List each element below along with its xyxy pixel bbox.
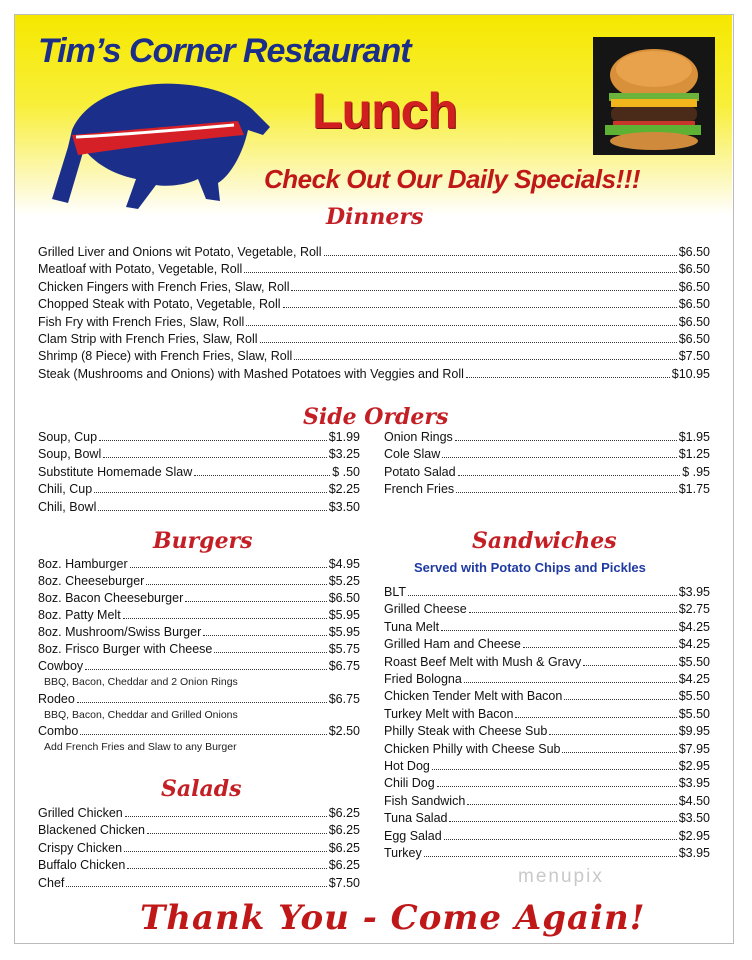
menu-item-price: $5.95 bbox=[328, 625, 360, 639]
menu-item bbox=[38, 465, 360, 482]
menu-item-price: $6.75 bbox=[328, 692, 360, 706]
dot-leader bbox=[246, 325, 676, 326]
dot-leader bbox=[103, 457, 326, 458]
menu-item-price: $3.95 bbox=[678, 585, 710, 599]
dot-leader bbox=[564, 699, 676, 700]
menu-item bbox=[384, 672, 710, 689]
menu-item bbox=[38, 591, 360, 608]
menu-item-name: Egg Salad bbox=[384, 828, 442, 843]
menu-item-name: 8oz. Mushroom/Swiss Burger bbox=[38, 625, 202, 639]
menu-item bbox=[38, 349, 710, 366]
menu-item bbox=[38, 297, 710, 314]
menu-item-price: $5.75 bbox=[328, 642, 360, 656]
menu-item bbox=[38, 625, 360, 642]
dot-leader bbox=[464, 682, 677, 683]
menu-item-price: $6.75 bbox=[328, 659, 360, 673]
menu-item bbox=[384, 846, 710, 863]
menu-item-price: $2.95 bbox=[678, 828, 710, 843]
menu-item-name: Turkey bbox=[384, 846, 422, 860]
dot-leader bbox=[515, 717, 676, 718]
menu-item-name: Chili, Cup bbox=[38, 482, 93, 497]
dot-leader bbox=[260, 342, 677, 343]
menu-item bbox=[384, 637, 710, 654]
dot-leader bbox=[458, 475, 681, 476]
menu-item-name: Chopped Steak with Potato, Vegetable, Roll bbox=[38, 297, 281, 312]
cowboy-note: BBQ, Bacon, Cheddar and 2 Onion Rings bbox=[44, 676, 238, 688]
dot-leader bbox=[98, 510, 326, 511]
menu-item-price: $6.25 bbox=[328, 806, 360, 820]
menu-item bbox=[38, 262, 710, 279]
menu-item-name: Philly Steak with Cheese Sub bbox=[384, 724, 548, 739]
dot-leader bbox=[66, 886, 326, 887]
menu-item-name: Grilled Chicken bbox=[38, 806, 123, 820]
menu-item bbox=[38, 876, 360, 893]
menu-item-price: $5.50 bbox=[678, 689, 710, 704]
dot-leader bbox=[130, 567, 327, 568]
menu-item bbox=[384, 707, 710, 724]
menu-item bbox=[384, 811, 710, 828]
menu-item-name: Blackened Chicken bbox=[38, 823, 146, 838]
dot-leader bbox=[466, 377, 670, 378]
daily-specials-banner: Check Out Our Daily Specials!!! bbox=[264, 164, 641, 194]
dot-leader bbox=[583, 665, 676, 666]
menu-item bbox=[38, 823, 360, 840]
menu-item bbox=[38, 608, 360, 625]
menu-item-price: $7.50 bbox=[328, 875, 360, 890]
menu-item-name: Fish Sandwich bbox=[384, 793, 466, 808]
restaurant-title: Tim’s Corner Restaurant bbox=[38, 32, 411, 70]
dot-leader bbox=[123, 618, 327, 619]
menu-item-name: 8oz. Bacon Cheeseburger bbox=[38, 591, 184, 605]
menu-item bbox=[384, 829, 710, 846]
menu-item bbox=[38, 280, 710, 297]
menu-item bbox=[38, 447, 360, 464]
dot-leader bbox=[442, 457, 676, 458]
menu-item-price: $6.50 bbox=[678, 245, 710, 259]
menu-item-price: $1.99 bbox=[328, 430, 360, 444]
menu-item-price: $3.50 bbox=[678, 811, 710, 826]
section-title-sandwiches: Sandwiches bbox=[472, 528, 617, 554]
menu-item-name: Roast Beef Melt with Mush & Gravy bbox=[384, 654, 582, 669]
menu-item-name: Grilled Ham and Cheese bbox=[384, 637, 521, 652]
dot-leader bbox=[324, 255, 677, 256]
menu-item-name: Chicken Fingers with French Fries, Slaw, Roll bbox=[38, 279, 290, 294]
menu-item-name: Chicken Tender Melt with Bacon bbox=[384, 689, 563, 704]
menu-item-price: $6.50 bbox=[678, 314, 710, 329]
menu-item-price: $6.50 bbox=[678, 332, 710, 346]
menu-item-name: Soup, Cup bbox=[38, 430, 98, 444]
menu-item bbox=[38, 500, 360, 517]
menu-item-name: 8oz. Frisco Burger with Cheese bbox=[38, 642, 213, 656]
menu-item bbox=[38, 642, 360, 659]
menu-item-price: $6.25 bbox=[328, 823, 360, 838]
menu-item-price: $4.25 bbox=[678, 672, 710, 686]
menu-item-price: $1.95 bbox=[678, 430, 710, 444]
menu-item bbox=[384, 776, 710, 793]
menu-item-name: Fried Bologna bbox=[384, 672, 462, 686]
menu-item-price: $7.50 bbox=[678, 349, 710, 364]
dot-leader bbox=[94, 492, 327, 493]
section-title-dinners: Dinners bbox=[326, 204, 424, 230]
dot-leader bbox=[127, 868, 326, 869]
menu-item-name: Combo bbox=[38, 724, 79, 738]
dot-leader bbox=[244, 272, 676, 273]
watermark: menupix bbox=[518, 866, 604, 887]
dot-leader bbox=[441, 630, 677, 631]
dot-leader bbox=[124, 851, 327, 852]
dot-leader bbox=[214, 652, 326, 653]
dot-leader bbox=[146, 584, 326, 585]
menu-item bbox=[38, 367, 710, 384]
menu-item-name: Grilled Liver and Onions wit Potato, Vegetable, Roll bbox=[38, 245, 322, 259]
menu-item-name: Onion Rings bbox=[384, 430, 453, 444]
section-title-side-orders: Side Orders bbox=[303, 404, 449, 430]
menu-item-price: $6.50 bbox=[678, 262, 710, 277]
buffalo-logo-icon bbox=[38, 75, 278, 215]
menu-item-price: $4.95 bbox=[328, 557, 360, 571]
menu-item bbox=[38, 482, 360, 499]
menu-item-name: Chef bbox=[38, 875, 65, 890]
menu-item bbox=[384, 430, 710, 447]
dot-leader bbox=[283, 307, 677, 308]
sandwiches-subtitle: Served with Potato Chips and Pickles bbox=[414, 560, 646, 575]
menu-item bbox=[384, 724, 710, 741]
menu-item bbox=[38, 659, 360, 676]
menu-item-name: Chicken Philly with Cheese Sub bbox=[384, 741, 561, 756]
dot-leader bbox=[562, 752, 676, 753]
dot-leader bbox=[80, 734, 326, 735]
dot-leader bbox=[408, 595, 677, 596]
menu-item bbox=[38, 692, 360, 709]
menu-item-price: $3.95 bbox=[678, 846, 710, 860]
menu-item bbox=[384, 447, 710, 464]
menu-item bbox=[38, 724, 360, 741]
menu-item-name: Substitute Homemade Slaw bbox=[38, 464, 193, 479]
menu-item-name: French Fries bbox=[384, 482, 455, 497]
menu-item-price: $ .95 bbox=[682, 464, 710, 479]
menu-item bbox=[384, 742, 710, 759]
menu-item-price: $6.50 bbox=[328, 591, 360, 605]
dot-leader bbox=[125, 816, 327, 817]
menu-item-price: $4.25 bbox=[678, 619, 710, 634]
menu-item-price: $1.75 bbox=[678, 482, 710, 497]
dot-leader bbox=[194, 475, 330, 476]
menu-item-price: $5.50 bbox=[678, 654, 710, 669]
section-title-salads: Salads bbox=[161, 776, 242, 802]
dot-leader bbox=[444, 839, 677, 840]
menu-item bbox=[38, 574, 360, 591]
menu-item-name: Tuna Salad bbox=[384, 811, 448, 826]
menu-item bbox=[384, 585, 710, 602]
menu-item-name: Soup, Bowl bbox=[38, 447, 102, 462]
menu-item-price: $3.25 bbox=[328, 447, 360, 462]
menu-item-name: Rodeo bbox=[38, 692, 75, 706]
menu-item-price: $5.50 bbox=[678, 706, 710, 721]
dot-leader bbox=[424, 856, 677, 857]
menu-item-name: Potato Salad bbox=[384, 464, 456, 479]
menu-item-price: $2.25 bbox=[328, 482, 360, 497]
menu-item-name: Grilled Cheese bbox=[384, 602, 467, 617]
menu-item-name: 8oz. Patty Melt bbox=[38, 608, 121, 622]
menu-item-price: $5.25 bbox=[328, 574, 360, 588]
menu-item-price: $1.25 bbox=[678, 447, 710, 462]
menu-item bbox=[384, 602, 710, 619]
menu-item bbox=[38, 430, 360, 447]
menu-item-name: Cowboy bbox=[38, 659, 84, 673]
menu-item bbox=[38, 332, 710, 349]
menu-item-name: Chili Dog bbox=[384, 776, 435, 791]
menu-item bbox=[384, 759, 710, 776]
menu-item-name: Cole Slaw bbox=[384, 447, 441, 462]
menu-item-name: Steak (Mushrooms and Onions) with Mashed Potatoes with Veggies and Roll bbox=[38, 366, 464, 381]
section-title-burgers: Burgers bbox=[153, 528, 253, 554]
menu-item-price: $6.25 bbox=[328, 858, 360, 873]
dot-leader bbox=[85, 669, 327, 670]
menu-item-name: Turkey Melt with Bacon bbox=[384, 706, 514, 721]
menu-item-price: $2.50 bbox=[328, 724, 360, 738]
menu-item-name: Tuna Melt bbox=[384, 619, 440, 634]
menu-item bbox=[38, 841, 360, 858]
menu-item-name: Fish Fry with French Fries, Slaw, Roll bbox=[38, 314, 245, 329]
dot-leader bbox=[437, 786, 677, 787]
menu-item-price: $9.95 bbox=[678, 724, 710, 739]
menu-item-price: $6.25 bbox=[328, 840, 360, 855]
menu-item bbox=[384, 655, 710, 672]
menu-item-name: Meatloaf with Potato, Vegetable, Roll bbox=[38, 262, 243, 277]
lunch-heading: Lunch bbox=[312, 83, 457, 139]
menu-item-price: $ .50 bbox=[332, 464, 360, 479]
cheeseburger-photo bbox=[593, 37, 715, 155]
menu-item bbox=[38, 858, 360, 875]
menu-item-price: $7.95 bbox=[678, 741, 710, 756]
menu-item-price: $4.25 bbox=[678, 637, 710, 652]
dot-leader bbox=[432, 769, 677, 770]
menu-item-price: $3.50 bbox=[328, 499, 360, 514]
menu-item bbox=[384, 620, 710, 637]
dot-leader bbox=[469, 612, 677, 613]
dot-leader bbox=[147, 833, 327, 834]
menu-item bbox=[384, 794, 710, 811]
menu-item bbox=[384, 465, 710, 482]
menu-item-price: $10.95 bbox=[671, 366, 710, 381]
rodeo-note: BBQ, Bacon, Cheddar and Grilled Onions bbox=[44, 709, 238, 721]
menu-item-name: Crispy Chicken bbox=[38, 840, 123, 855]
menu-item-name: 8oz. Hamburger bbox=[38, 557, 128, 571]
menu-item bbox=[38, 557, 360, 574]
dot-leader bbox=[455, 440, 677, 441]
menu-item-name: BLT bbox=[384, 585, 406, 599]
thank-you-footer: Thank You - Come Again! bbox=[140, 898, 646, 938]
dot-leader bbox=[523, 647, 677, 648]
dot-leader bbox=[467, 804, 676, 805]
menu-item bbox=[384, 689, 710, 706]
dot-leader bbox=[99, 440, 327, 441]
dot-leader bbox=[185, 601, 326, 602]
menu-item-price: $2.95 bbox=[678, 759, 710, 773]
menu-item bbox=[38, 806, 360, 823]
combo-note: Add French Fries and Slaw to any Burger bbox=[44, 741, 237, 753]
dot-leader bbox=[291, 290, 676, 291]
dot-leader bbox=[456, 492, 677, 493]
menu-item-name: 8oz. Cheeseburger bbox=[38, 574, 145, 588]
menu-item-price: $6.50 bbox=[678, 297, 710, 312]
menu-item-price: $4.50 bbox=[678, 793, 710, 808]
menu-item-name: Chili, Bowl bbox=[38, 499, 97, 514]
menu-item-name: Clam Strip with French Fries, Slaw, Roll bbox=[38, 332, 258, 346]
menu-item bbox=[384, 482, 710, 499]
menu-item-name: Shrimp (8 Piece) with French Fries, Slaw, Roll bbox=[38, 349, 293, 364]
menu-item-price: $3.95 bbox=[678, 776, 710, 791]
menu-item-name: Buffalo Chicken bbox=[38, 858, 126, 873]
menu-item-price: $6.50 bbox=[678, 279, 710, 294]
menu-item-name: Hot Dog bbox=[384, 759, 430, 773]
menu-item-price: $2.75 bbox=[678, 602, 710, 617]
dot-leader bbox=[203, 635, 326, 636]
dot-leader bbox=[294, 359, 676, 360]
dot-leader bbox=[549, 734, 676, 735]
menu-item-price: $5.95 bbox=[328, 608, 360, 622]
dot-leader bbox=[77, 702, 327, 703]
menu-item bbox=[38, 245, 710, 262]
dot-leader bbox=[449, 821, 676, 822]
menu-item bbox=[38, 315, 710, 332]
